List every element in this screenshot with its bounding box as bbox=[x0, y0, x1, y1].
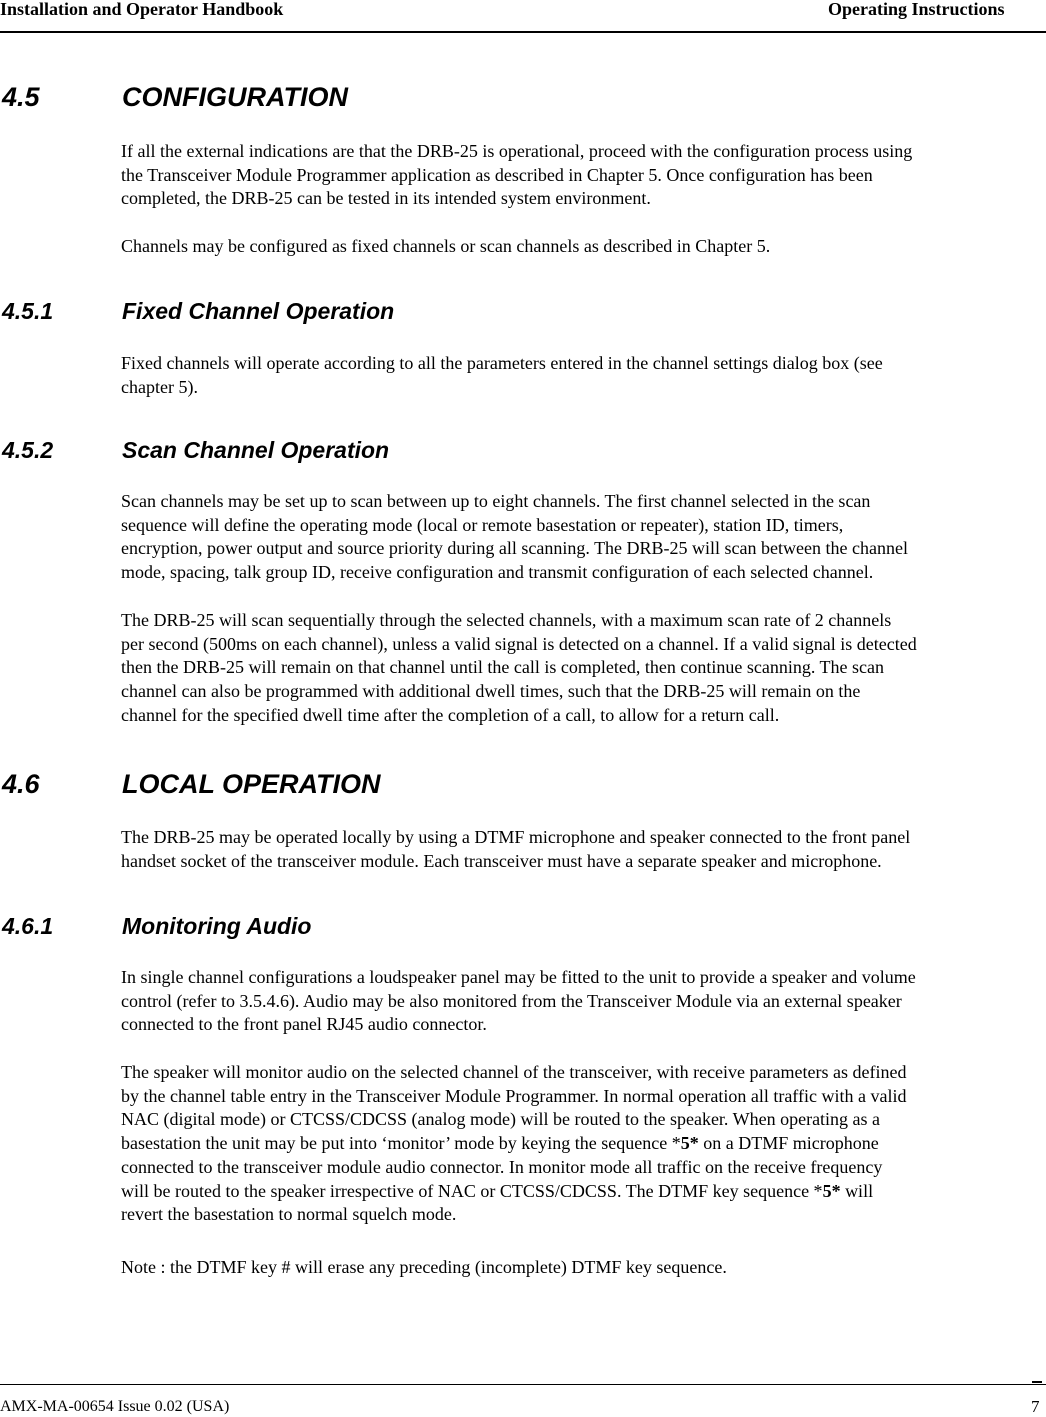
paragraph: Scan channels may be set up to scan between up to eight channels. The first channel selected in the scan sequence will define the operating mode (local or remote basestation or repeater), station ID, timers, encryption, power output and source priority during all scanning. The DRB-25 will scan between the channel mode, spacing, talk group ID, receive configuration and transmit configuration of each selected channel. bbox=[121, 491, 908, 583]
paragraph: Channels may be configured as fixed channels or scan channels as described in Chapter 5. bbox=[121, 236, 771, 256]
section-number: 4.6 bbox=[2, 769, 40, 799]
running-header-section: Operating Instructions bbox=[828, 0, 1005, 19]
paragraph: In single channel configurations a loudspeaker panel may be fitted to the unit to provide a speaker and volume control (refer to 3.5.4.6). Audio may be also monitored from the Transceiver Module via an external speaker connected to the front panel RJ45 audio connector. bbox=[121, 967, 916, 1035]
dtmf-key-sequence: 5* bbox=[680, 1133, 699, 1154]
subsection-title: Scan Channel Operation bbox=[122, 437, 390, 463]
footer-rule bbox=[0, 1384, 1046, 1385]
document-id: AMX-MA-00654 Issue 0.02 (USA) bbox=[0, 1398, 230, 1415]
subsection-title: Fixed Channel Operation bbox=[122, 298, 395, 324]
page-number: 7 bbox=[1031, 1397, 1040, 1416]
paragraph: The DRB-25 may be operated locally by using a DTMF microphone and speaker connected to the front panel handset socket of the transceiver module. Each transceiver must have a separate speaker and microphone. bbox=[121, 827, 911, 871]
running-header-title: Installation and Operator Handbook bbox=[0, 0, 284, 19]
note-paragraph: Note : the DTMF key # will erase any preceding (incomplete) DTMF key sequence. bbox=[121, 1257, 727, 1277]
subsection-title: Monitoring Audio bbox=[122, 913, 312, 939]
paragraph: Fixed channels will operate according to all the parameters entered in the channel settings dialog box (see chapter 5). bbox=[121, 353, 883, 397]
section-number: 4.5 bbox=[2, 82, 40, 112]
subsection-number: 4.6.1 bbox=[2, 913, 54, 939]
section-title: CONFIGURATION bbox=[122, 82, 348, 112]
subsection-number: 4.5.1 bbox=[2, 298, 54, 324]
paragraph: If all the external indications are that the DRB-25 is operational, proceed with the configuration process using the Transceiver Module Programmer application as described in Chapter 5. Once configuration has been completed, the DRB-25 can be tested in its intended system environment. bbox=[121, 141, 913, 209]
section-title: LOCAL OPERATION bbox=[122, 769, 381, 799]
header-rule bbox=[0, 31, 1046, 33]
footer-tick bbox=[1032, 1381, 1042, 1383]
dtmf-key-sequence: 5* bbox=[822, 1180, 841, 1201]
paragraph: The DRB-25 will scan sequentially through the selected channels, with a maximum scan rate of 2 channels per second (500ms on each channel), unless a valid signal is detected on a channel. If a valid signal is detected then the DRB-25 will remain on that channel until the call is completed, then continue scanning. The scan channel can also be programmed with additional dwell times, such that the DRB-25 will remain on the channel for the specified dwell time after the completion of a call, to allow for a return call. bbox=[121, 610, 917, 725]
paragraph: The speaker will monitor audio on the selected channel of the transceiver, with receive parameters as defined by the channel table entry in the Transceiver Module Programmer. In normal operation all traffic with a valid NAC (digital mode) or CTCSS/CDCSS (analog mode) will be routed to the speaker. When operating as a basestation the unit may be put into ‘monitor’ mode by keying the sequence *5* on a DTMF microphone connected to the transceiver module audio connector. In monitor mode all traffic on the receive frequency will be routed to the speaker irrespective of NAC or CTCSS/CDCSS. The DTMF key sequence *5* will revert the basestation to normal squelch mode. bbox=[121, 1062, 907, 1225]
subsection-number: 4.5.2 bbox=[2, 437, 54, 463]
